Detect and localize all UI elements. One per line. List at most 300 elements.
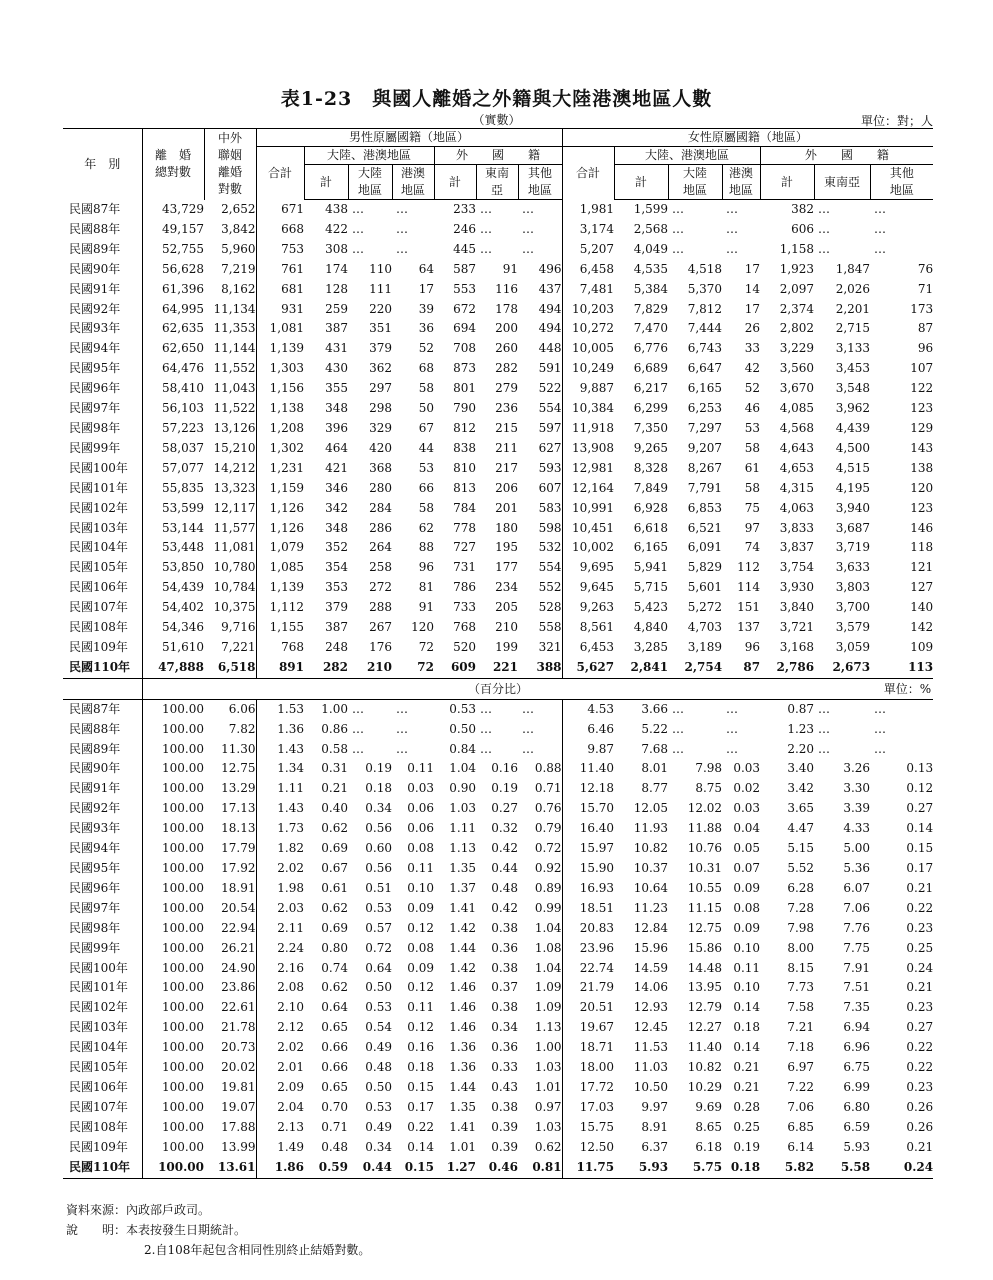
table-cell: 26 — [744, 321, 761, 336]
table-cell: 96 — [917, 341, 934, 356]
table-cell: 211 — [495, 440, 518, 455]
table-cell: 784 — [453, 500, 476, 515]
table-cell: 11,522 — [213, 401, 256, 416]
table-cell: 97 — [744, 520, 761, 535]
table-cell: 11,043 — [213, 381, 256, 396]
table-row — [63, 1018, 933, 1038]
table-cell: 7,791 — [687, 480, 723, 495]
table-cell: 12.93 — [633, 1000, 669, 1015]
table-cell: 53,448 — [162, 540, 204, 555]
table-cell: 0.70 — [321, 1099, 348, 1114]
table-cell: 3.42 — [787, 781, 815, 796]
table-cell: 552 — [538, 580, 562, 595]
table-cell: 53,144 — [162, 520, 204, 535]
table-cell: 1.04 — [534, 920, 562, 935]
table-cell: 0.90 — [449, 781, 476, 796]
table-cell: 6,453 — [562, 638, 614, 658]
table-cell: 362 — [369, 361, 392, 376]
table-cell: 4,840 — [633, 620, 669, 635]
table-cell: 6,776 — [633, 341, 669, 356]
row-year: 民國100年 — [63, 959, 142, 979]
table-cell: 558 — [538, 620, 562, 635]
table-cell: 778 — [453, 520, 476, 535]
table-cell: 0.09 — [733, 880, 761, 895]
table-cell: 3,548 — [835, 381, 871, 396]
table-cell: 0.74 — [321, 960, 348, 975]
table-cell: 0.26 — [906, 1099, 934, 1114]
table-cell: … — [352, 202, 364, 216]
table-cell: 388 — [536, 659, 562, 674]
table-cell: 430 — [325, 361, 348, 376]
table-cell: 2,374 — [779, 301, 815, 316]
table-cell: 1,139 — [256, 339, 304, 359]
table-cell: … — [522, 221, 534, 236]
table-cell: 9,263 — [562, 598, 614, 618]
table-cell: 6.99 — [843, 1079, 871, 1094]
table-cell: 0.27 — [906, 801, 934, 816]
table-cell: 4,568 — [779, 420, 815, 435]
table-cell: 1,139 — [256, 578, 304, 598]
table-cell: 258 — [369, 560, 392, 575]
table-cell: 790 — [453, 401, 476, 416]
table-cell: 3,189 — [687, 639, 723, 654]
table-cell: 100.00 — [162, 741, 204, 756]
table-row — [63, 1138, 933, 1158]
table-cell: 0.25 — [733, 1119, 761, 1134]
table-cell: 10,384 — [562, 399, 614, 419]
table-cell: 4,195 — [835, 480, 871, 495]
row-year: 民國95年 — [63, 859, 142, 879]
table-cell: 6.28 — [787, 880, 815, 895]
table-cell: 4.47 — [787, 821, 815, 836]
table-cell: 54,402 — [162, 600, 204, 615]
row-year: 民國99年 — [63, 439, 142, 459]
table-cell: 708 — [453, 341, 476, 356]
table-cell: … — [352, 721, 364, 736]
table-cell: 671 — [256, 200, 304, 220]
table-cell: 3,962 — [835, 401, 871, 416]
table-cell: 14.59 — [633, 960, 669, 975]
table-cell: 0.03 — [733, 801, 761, 816]
table-cell: 91 — [502, 261, 518, 276]
table-cell: 1,126 — [256, 499, 304, 519]
table-cell: 0.32 — [491, 821, 518, 836]
table-cell: 1.36 — [449, 1060, 476, 1075]
table-cell: … — [352, 241, 364, 256]
row-year: 民國88年 — [63, 720, 142, 740]
table-cell: 1.11 — [256, 779, 304, 799]
table-cell: 4.53 — [562, 699, 614, 719]
table-cell: 6,647 — [687, 361, 723, 376]
table-cell: 1.27 — [434, 1158, 476, 1178]
table-cell: 0.71 — [534, 781, 562, 796]
table-cell: 464 — [325, 440, 348, 455]
table-cell: 1.23 — [787, 721, 815, 736]
table-cell: 4,049 — [633, 241, 669, 256]
table-cell: 107 — [910, 361, 934, 376]
table-cell: 0.38 — [491, 960, 518, 975]
table-cell: 100.00 — [162, 940, 204, 955]
table-cell: 2.12 — [256, 1018, 304, 1038]
table-cell: … — [818, 741, 831, 756]
table-cell: 1,599 — [633, 202, 669, 216]
table-cell: 0.11 — [407, 861, 434, 875]
table-cell: 0.54 — [365, 1020, 392, 1035]
table-cell: 0.33 — [491, 1060, 518, 1075]
table-cell: 1,303 — [256, 359, 304, 379]
table-cell: 1.03 — [449, 801, 476, 816]
table-cell: 100.00 — [162, 801, 204, 816]
table-row — [63, 220, 933, 240]
row-year: 民國107年 — [63, 598, 142, 618]
table-cell: 3.65 — [787, 801, 815, 816]
row-year: 民國91年 — [63, 280, 142, 300]
table-cell: 0.69 — [321, 920, 348, 935]
table-cell: … — [480, 701, 492, 716]
table-header — [63, 129, 933, 200]
table-cell: 18.51 — [562, 899, 614, 919]
table-cell: 1.13 — [449, 841, 476, 856]
table-cell: 1,081 — [256, 319, 304, 339]
table-cell: 0.56 — [365, 861, 392, 875]
table-cell: 2,201 — [835, 301, 871, 316]
header-female-foreign-group: 外 國 籍 — [760, 147, 933, 165]
table-cell: 0.69 — [321, 841, 348, 856]
table-cell: 4,518 — [687, 261, 723, 276]
table-cell: 6.06 — [228, 701, 256, 716]
table-cell: 0.16 — [491, 761, 518, 776]
table-cell: 62,635 — [162, 321, 204, 336]
table-row — [63, 1058, 933, 1078]
table-cell: 3,754 — [779, 560, 815, 575]
table-cell: 1,923 — [779, 261, 815, 276]
table-cell: 0.44 — [491, 861, 518, 875]
table-cell: 199 — [495, 639, 518, 654]
table-cell: 64,476 — [162, 361, 204, 376]
table-cell: 6.97 — [787, 1060, 815, 1075]
table-cell: 0.27 — [491, 801, 518, 816]
table-cell: 7,849 — [633, 480, 669, 495]
table-cell: 0.80 — [321, 940, 348, 955]
table-cell: 0.50 — [449, 721, 476, 736]
table-cell: 431 — [325, 341, 348, 356]
table-cell: 0.10 — [733, 980, 761, 995]
table-cell: 355 — [325, 381, 348, 396]
table-cell: 0.08 — [733, 900, 761, 915]
table-row — [63, 740, 933, 760]
table-cell: 4,703 — [687, 620, 723, 635]
table-row — [63, 319, 933, 339]
table-cell: 9,265 — [633, 440, 669, 455]
table-cell: 0.38 — [491, 1099, 518, 1114]
table-cell: 4,439 — [835, 420, 871, 435]
table-cell: 9,695 — [562, 558, 614, 578]
table-cell: 0.17 — [906, 861, 934, 875]
table-cell: 9,645 — [562, 578, 614, 598]
table-row — [63, 899, 933, 919]
table-cell: 1.41 — [449, 1119, 476, 1134]
header-mixed: 中外 聯姻 離婚 對數 — [204, 129, 256, 200]
table-cell: 7.06 — [843, 900, 871, 915]
table-cell: 5.82 — [760, 1158, 814, 1178]
table-cell: 6,928 — [633, 500, 669, 515]
table-cell: 61,396 — [162, 281, 204, 296]
table-cell: 0.40 — [321, 801, 348, 816]
table-cell: 1,847 — [835, 261, 871, 276]
table-cell: 0.15 — [407, 1079, 434, 1094]
table-cell: 23.96 — [562, 939, 614, 959]
row-year: 民國103年 — [63, 1018, 142, 1038]
table-row — [63, 1158, 933, 1178]
table-cell: 0.25 — [906, 940, 934, 955]
table-cell: 53,850 — [162, 560, 204, 575]
table-cell: 120 — [910, 480, 934, 495]
row-year: 民國88年 — [63, 220, 142, 240]
table-cell: 10,451 — [562, 519, 614, 539]
table-cell: 348 — [325, 401, 348, 416]
percent-label: （百分比） — [434, 678, 562, 699]
table-cell: 0.92 — [534, 861, 562, 875]
table-cell: 68 — [418, 361, 434, 376]
header-female-mainland-group: 大陸、港澳地區 — [614, 147, 760, 165]
table-cell: 66 — [418, 480, 434, 495]
table-cell: 100.00 — [162, 900, 204, 915]
table-cell: 33 — [744, 341, 761, 356]
table-cell: 0.12 — [906, 781, 934, 796]
table-cell: 8.01 — [641, 761, 669, 776]
table-cell: 553 — [453, 281, 476, 296]
table-cell: 0.22 — [407, 1119, 434, 1134]
table-cell: 2.08 — [256, 978, 304, 998]
table-cell: 0.38 — [491, 920, 518, 935]
table-cell: 11.03 — [633, 1060, 669, 1075]
table-cell: 0.14 — [407, 1139, 434, 1154]
table-cell: 5,272 — [687, 600, 723, 615]
table-cell: 279 — [495, 381, 518, 396]
table-cell: 146 — [910, 520, 934, 535]
header-female-group: 女性原屬國籍（地區） — [562, 129, 933, 147]
table-cell: 0.62 — [321, 980, 348, 995]
table-cell: 7,481 — [562, 280, 614, 300]
table-cell: 210 — [495, 620, 518, 635]
table-cell: 6,689 — [633, 361, 669, 376]
table-cell: 267 — [369, 620, 392, 635]
table-cell: 2.09 — [256, 1078, 304, 1098]
table-cell: 0.66 — [321, 1040, 348, 1055]
table-cell: 14 — [744, 281, 761, 296]
table-cell: 10.55 — [687, 880, 723, 895]
explanation-note-2: 2.自108年起包含相同性別終止結婚對數。 — [144, 1243, 371, 1257]
explanation-note: 說 明：本表按發生日期統計。 — [66, 1223, 247, 1237]
row-year: 民國108年 — [63, 618, 142, 638]
table-cell: 6.18 — [695, 1139, 723, 1154]
table-cell: 351 — [369, 321, 392, 336]
table-cell: 20.02 — [221, 1060, 256, 1075]
table-cell: 420 — [369, 440, 392, 455]
row-year: 民國98年 — [63, 419, 142, 439]
table-cell: 0.21 — [733, 1079, 761, 1094]
table-cell: 0.07 — [733, 861, 761, 875]
table-cell: 24.90 — [221, 960, 256, 975]
table-cell: 0.34 — [491, 1020, 518, 1035]
table-cell: 4,643 — [779, 440, 815, 455]
table-cell: 0.36 — [491, 1040, 518, 1055]
table-cell: 6,253 — [687, 401, 723, 416]
table-cell: 57,223 — [162, 420, 204, 435]
table-cell: 522 — [538, 381, 562, 396]
table-cell: 627 — [538, 440, 562, 455]
table-cell: 2.04 — [256, 1098, 304, 1118]
table-cell: 0.34 — [365, 801, 392, 816]
table-cell: 0.97 — [534, 1099, 562, 1114]
table-cell: 0.81 — [518, 1158, 562, 1178]
table-row — [63, 359, 933, 379]
table-cell: 2,802 — [779, 321, 815, 336]
table-cell: 39 — [418, 301, 434, 316]
table-cell: 387 — [325, 620, 348, 635]
table-cell: 4,515 — [835, 460, 871, 475]
table-cell: 58 — [744, 440, 761, 455]
table-cell: 0.12 — [407, 1020, 434, 1035]
table-row — [63, 618, 933, 638]
table-cell: 282 — [495, 361, 518, 376]
table-cell: 0.13 — [906, 761, 934, 776]
header-male-foreign-subtotal: 計 — [434, 165, 476, 200]
table-cell: 727 — [453, 540, 476, 555]
table-cell: 15.70 — [562, 799, 614, 819]
table-cell: 96 — [418, 560, 434, 575]
table-cell: 11.30 — [221, 741, 256, 756]
table-cell: 109 — [910, 639, 934, 654]
table-cell: 6,518 — [217, 659, 256, 674]
table-cell: 0.18 — [365, 781, 392, 796]
table-cell: 1,158 — [779, 241, 815, 256]
table-cell: 200 — [495, 321, 518, 336]
table-cell: 100.00 — [162, 1139, 204, 1154]
table-cell: 8.00 — [787, 940, 815, 955]
table-cell: 6,743 — [687, 341, 723, 356]
table-cell: 0.61 — [321, 880, 348, 895]
table-cell: 7.51 — [843, 980, 871, 995]
table-cell: 116 — [495, 281, 518, 296]
table-cell: 1,138 — [256, 399, 304, 419]
table-cell: 1.36 — [256, 720, 304, 740]
table-cell: 26.21 — [221, 940, 256, 955]
table-cell: 52 — [418, 341, 434, 356]
table-cell: 11.15 — [687, 900, 723, 915]
table-cell: 100.00 — [142, 1158, 204, 1178]
table-cell: 609 — [450, 659, 476, 674]
table-cell: 7.21 — [787, 1020, 815, 1035]
table-cell: 5.93 — [843, 1139, 871, 1154]
table-cell: 593 — [538, 460, 562, 475]
table-cell: 6.14 — [787, 1139, 815, 1154]
table-cell: 421 — [325, 460, 348, 475]
table-cell: 0.43 — [491, 1079, 518, 1094]
table-cell: 11.75 — [562, 1158, 614, 1178]
table-cell: 0.56 — [365, 821, 392, 836]
table-row — [63, 479, 933, 499]
table-cell: 123 — [910, 500, 934, 515]
table-cell: … — [818, 202, 831, 216]
table-cell: 10,203 — [562, 300, 614, 320]
table-cell: 733 — [453, 600, 476, 615]
table-cell: 129 — [910, 420, 934, 435]
table-cell: 195 — [495, 540, 518, 555]
table-cell: … — [726, 741, 739, 756]
table-cell: … — [874, 241, 887, 256]
table-cell: 0.15 — [392, 1158, 434, 1178]
table-cell: 53 — [744, 420, 761, 435]
table-cell: 123 — [910, 401, 934, 416]
table-cell: 11,353 — [213, 321, 256, 336]
table-cell: 52,755 — [162, 241, 204, 256]
table-cell: 259 — [325, 301, 348, 316]
table-cell: 1.44 — [449, 940, 476, 955]
table-cell: 379 — [369, 341, 392, 356]
header-female-other: 其他 地區 — [870, 165, 933, 200]
header-female-foreign-subtotal: 計 — [760, 165, 814, 200]
table-row — [63, 799, 933, 819]
table-cell: 0.53 — [365, 1000, 392, 1015]
table-cell: 6.46 — [562, 720, 614, 740]
table-cell: 100.00 — [162, 1020, 204, 1035]
table-cell: 6,165 — [687, 381, 723, 396]
row-year: 民國92年 — [63, 300, 142, 320]
table-cell: 3.26 — [843, 761, 871, 776]
table-cell: … — [480, 202, 492, 216]
table-cell: 352 — [325, 540, 348, 555]
table-row — [63, 300, 933, 320]
table-cell: 0.11 — [407, 1000, 434, 1015]
table-cell: 5.58 — [814, 1158, 870, 1178]
table-cell: 15,210 — [213, 440, 256, 455]
table-cell: 12.45 — [633, 1020, 669, 1035]
header-male-mainland-group: 大陸、港澳地區 — [304, 147, 434, 165]
table-cell: 36 — [418, 321, 434, 336]
table-cell: 3,579 — [835, 620, 871, 635]
table-row — [63, 879, 933, 899]
table-cell: 2.02 — [256, 1038, 304, 1058]
table-cell: 12,117 — [213, 500, 256, 515]
table-cell: 7.98 — [695, 761, 723, 776]
row-year: 民國109年 — [63, 638, 142, 658]
table-cell: 3,840 — [779, 600, 815, 615]
table-cell: … — [672, 202, 685, 216]
table-cell: 0.51 — [365, 880, 392, 895]
table-cell: 3,687 — [835, 520, 871, 535]
table-cell: 0.86 — [321, 721, 348, 736]
table-cell: 17 — [744, 301, 761, 316]
table-cell: 58 — [418, 381, 434, 396]
table-cell: 396 — [325, 420, 348, 435]
row-year: 民國108年 — [63, 1118, 142, 1138]
table-cell: 0.39 — [491, 1119, 518, 1134]
table-cell: 422 — [325, 221, 348, 236]
table-cell: 445 — [453, 241, 476, 256]
table-cell: 74 — [744, 540, 761, 555]
table-cell: 2.01 — [256, 1058, 304, 1078]
table-cell: 87 — [917, 321, 934, 336]
table-cell: 7.76 — [843, 920, 871, 935]
table-cell: 16.93 — [562, 879, 614, 899]
table-cell: 8.15 — [787, 960, 815, 975]
table-cell: 7,219 — [221, 261, 256, 276]
table-cell: 382 — [791, 202, 815, 216]
table-cell: 215 — [495, 420, 518, 435]
table-cell: 100.00 — [162, 1079, 204, 1094]
table-cell: 58 — [418, 500, 434, 515]
